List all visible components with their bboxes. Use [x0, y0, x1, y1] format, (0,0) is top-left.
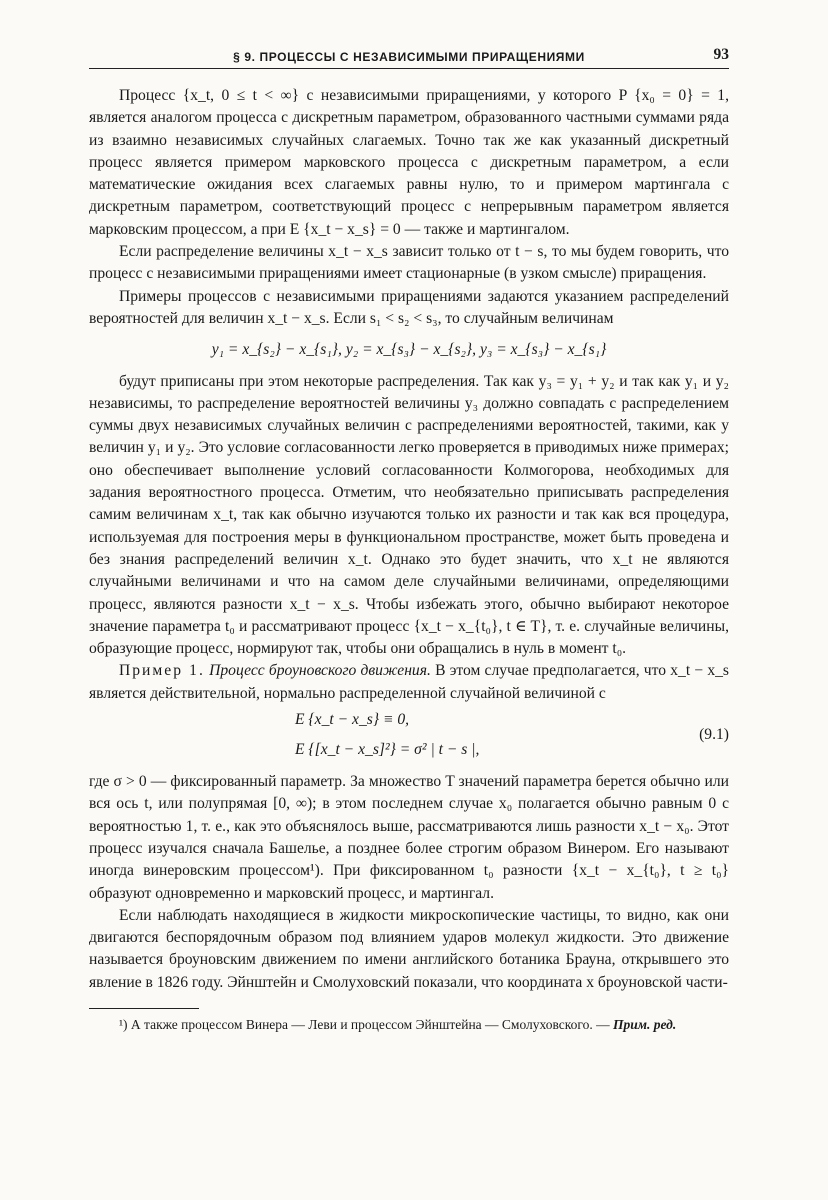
example-text: В этом случае предполагается, что x_t − x_s является действительной, нормально распределенной случайной величиной с: [89, 662, 730, 702]
paragraph-6: Если наблюдать находящиеся в жидкости микроскопические частицы, то видно, как они двигаются беспорядочным образом под влиянием ударов молекул жидкости. Это движение называется броуновским движением по имени английского ботаника Брауна, открывшего это явление в 1826 году. Эйнштейн и Смолуховский показали, что координата x броуновской части-: [89, 906, 729, 991]
equation-y-definitions: y₁ = x_{s₂} − x_{s₁}, y₂ = x_{s₃} − x_{s₂}, y₃ = x_{s₃} − x_{s₁}: [211, 341, 607, 359]
example-lead: Пример 1.: [119, 662, 205, 680]
running-header: [89, 44, 729, 69]
example-paragraph: [89, 660, 729, 705]
equation-9-1-line-1: E {x_t − x_s} ≡ 0,: [295, 711, 410, 729]
equation-9-1: [89, 707, 729, 767]
paragraph-5: где σ > 0 — фиксированный параметр. За множество T значений параметра берется обычно или вся ось t, или полупрямая [0, ∞); в этом последнем случае x₀ полагается обычно равным 0 с вероятностью 1, т. е., как это объяснялось выше, рассматриваются лишь разности x_t − x₀. Этот процесс изучался сначала Башелье, а позднее более строгим образом Винером. Его называют иногда винеровским процессом¹). При фиксированном t₀ разности {x_t − x_{t₀}, t ≥ t₀} образуют одновременно и марковский процесс, и мартингал.: [89, 773, 729, 902]
paragraph-2: Если распределение величины x_t − x_s зависит только от t − s, то мы будем говорить, что процесс с независимыми приращениями имеет стационарные (в узком смысле) приращения.: [89, 243, 729, 283]
paragraph-1: Процесс {x_t, 0 ≤ t < ∞} с независимыми приращениями, у которого P {x₀ = 0} = 1, является аналогом процесса с дискретным параметром, образованного частными суммами ряда из взаимно независимых случайных слагаемых. Точно так же как указанный дискретный процесс является примером марковского процесса с дискретным параметром, а если математические ожидания всех слагаемых равны нулю, то и примером мартингала с дискретным параметром, соответствующий процесс с непрерывным параметром является марковским процессом, а при E {x_t − x_s} = 0 — также и мартингалом.: [89, 87, 729, 238]
page: [89, 44, 729, 1034]
footnote-rule: [89, 1008, 199, 1009]
page-number: 93: [713, 46, 729, 63]
footnote-signature: Прим. ред.: [613, 1016, 677, 1032]
equation-number: (9.1): [699, 726, 729, 744]
paragraph-3: Примеры процессов с независимыми приращениями задаются указанием распределений вероятностей для величин x_t − x_s. Если s₁ < s₂ < s₃, то случайным величинам: [89, 287, 729, 327]
header-title: § 9. ПРОЦЕССЫ С НЕЗАВИСИМЫМИ ПРИРАЩЕНИЯМИ: [233, 50, 585, 64]
equation-9-1-line-2: E {[x_t − x_s]²} = σ² | t − s |,: [295, 741, 480, 759]
footnote-text: ¹) А также процессом Винера — Леви и процессом Эйнштейна — Смолуховского. —: [119, 1016, 610, 1032]
example-title: Процесс броуновского движения.: [209, 662, 431, 680]
footnote: [89, 1015, 729, 1034]
paragraph-4: будут приписаны при этом некоторые распределения. Так как y₃ = y₁ + y₂ и так как y₁ и y₂ независимы, то распределение вероятностей величины y₃ должно совпадать с распределением суммы двух независимых случайных величин с распределениями вероятностей, такими, как у величин y₁ и y₂. Это условие согласованности легко проверяется в приводимых ниже примерах; оно обеспечивает выполнение условий согласованности Колмогорова, необходимых для задания вероятностного процесса. Отметим, что необязательно приписывать распределения самим величинам x_t, так как обычно изучаются только их разности и так как вся процедура, используемая для построения меры в функциональном пространстве, может быть проведена и без знания распределений величин x_t. Однако это будет значить, что x_t не являются случайными величинами и что на самом деле случайными величинами, определяющими процесс, являются разности x_t − x_s. Чтобы избежать этого, обычно выбирают некоторое значение параметра t₀ и рассматривают процесс {x_t − x_{t₀}, t ∈ T}, т. е. случайные величины, образующие процесс, нормируют так, чтобы они обращались в нуль в момент t₀.: [89, 372, 729, 658]
